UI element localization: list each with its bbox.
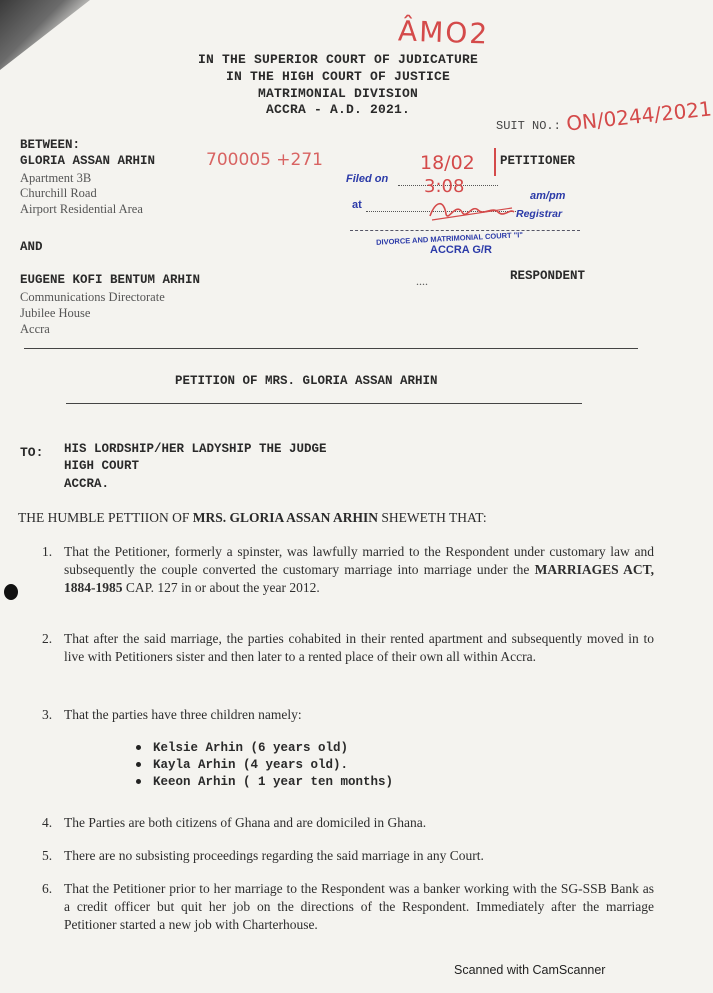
between-label: BETWEEN:: [20, 138, 81, 152]
court-level: IN THE HIGH COURT OF JUSTICE: [225, 69, 451, 84]
petition-title: PETITION OF MRS. GLORIA ASSAN ARHIN: [175, 374, 438, 388]
divider-top: [24, 348, 638, 349]
respondent-dots: ....: [416, 274, 428, 288]
petitioner-address-3: Airport Residential Area: [20, 202, 143, 216]
stamp-filed-on: Filed on: [346, 173, 389, 185]
handwritten-phone: 700005 +271: [206, 150, 323, 170]
paragraph-number: 5.: [42, 848, 53, 863]
intro-suffix: SHEWETH THAT:: [378, 510, 487, 525]
stamp-at: at: [352, 199, 362, 211]
child-item: Keeon Arhin ( 1 year ten months): [136, 775, 393, 789]
child-item: Kelsie Arhin (6 years old): [136, 741, 348, 755]
paragraph-text: That the Petitioner, formerly a spinster, was lawfully married to the Respondent under customary law and subsequently the couple converted the customary marriage into marriage under the MARRIAGES ACT, 1884-1985 CAP. 127 in or about the year 2012.: [64, 544, 654, 595]
scanner-watermark: Scanned with CamScanner: [454, 963, 606, 977]
margin-mark: [4, 584, 18, 600]
to-line-1: HIS LORDSHIP/HER LADYSHIP THE JUDGE: [64, 442, 327, 456]
paragraph-number: 6.: [42, 881, 53, 896]
court-location-year: ACCRA - A.D. 2021.: [265, 102, 411, 117]
paragraph-text: There are no subsisting proceedings regarding the said marriage in any Court.: [64, 848, 484, 863]
paragraph-number: 3.: [42, 707, 53, 722]
respondent-role: RESPONDENT: [510, 269, 586, 283]
petitioner-role: PETITIONER: [500, 154, 576, 168]
bullet-icon: [136, 762, 141, 767]
suit-no-label: SUIT NO.:: [496, 119, 561, 133]
to-label: TO:: [20, 445, 44, 460]
respondent-address-2: Jubilee House: [20, 306, 91, 320]
bullet-icon: [136, 745, 141, 750]
petitioner-address-1: Apartment 3B: [20, 171, 92, 185]
stamp-location: ACCRA G/R: [430, 244, 492, 256]
intro-line: [18, 510, 487, 526]
petitioner-role-bracket: [494, 148, 499, 176]
suit-no-value: ON/0244/2021: [565, 96, 713, 136]
intro-prefix: THE HUMBLE PETTIION OF: [18, 510, 193, 525]
intro-name: MRS. GLORIA ASSAN ARHIN: [192, 510, 379, 525]
respondent-name: EUGENE KOFI BENTUM ARHIN: [20, 273, 201, 287]
to-line-3: ACCRA.: [64, 477, 110, 491]
handwritten-code: ÂMO2: [397, 14, 490, 51]
paragraph-text: That after the said marriage, the parties cohabited in their rented apartment and subsequently moved in to live with Petitioners sister and then later to a rented place of their own all within Accra.: [64, 631, 654, 664]
registrar-signature: [426, 196, 516, 226]
petitioner-address-2: Churchill Road: [20, 186, 97, 200]
to-line-2: HIGH COURT: [64, 459, 140, 473]
petitioner-name: GLORIA ASSAN ARHIN: [20, 154, 156, 168]
paragraph-text: The Parties are both citizens of Ghana and are domiciled in Ghana.: [64, 815, 427, 830]
stamp-registrar: Registrar: [516, 208, 563, 220]
court-division: MATRIMONIAL DIVISION: [257, 86, 419, 101]
paragraph-text: That the parties have three children namely:: [64, 707, 302, 722]
stamp-ampm: am/pm: [530, 190, 566, 202]
divider-bottom: [66, 403, 582, 404]
stamp-registrar-dots: [350, 228, 580, 231]
paragraph-number: 2.: [42, 631, 53, 646]
respondent-address-3: Accra: [20, 322, 50, 336]
respondent-address-1: Communications Directorate: [20, 290, 165, 304]
handwritten-filed-date: 18/02: [420, 152, 475, 174]
court-name: IN THE SUPERIOR COURT OF JUDICATURE: [197, 52, 479, 67]
paragraph-number: 4.: [42, 815, 53, 830]
handwritten-filed-time: 3:08: [424, 176, 465, 197]
stamp-court: DIVORCE AND MATRIMONIAL COURT "I": [375, 230, 524, 247]
paragraph-number: 1.: [42, 544, 53, 559]
bullet-icon: [136, 779, 141, 784]
child-item: Kayla Arhin (4 years old).: [136, 758, 348, 772]
paragraph-text: That the Petitioner prior to her marriage to the Respondent was a banker working with the SG-SSB Bank as a credit officer but quit her job on the directions of the Respondent. Immediately after the marriage Petitioner started a new job with Charterhouse.: [64, 881, 654, 932]
and-label: AND: [20, 240, 43, 254]
